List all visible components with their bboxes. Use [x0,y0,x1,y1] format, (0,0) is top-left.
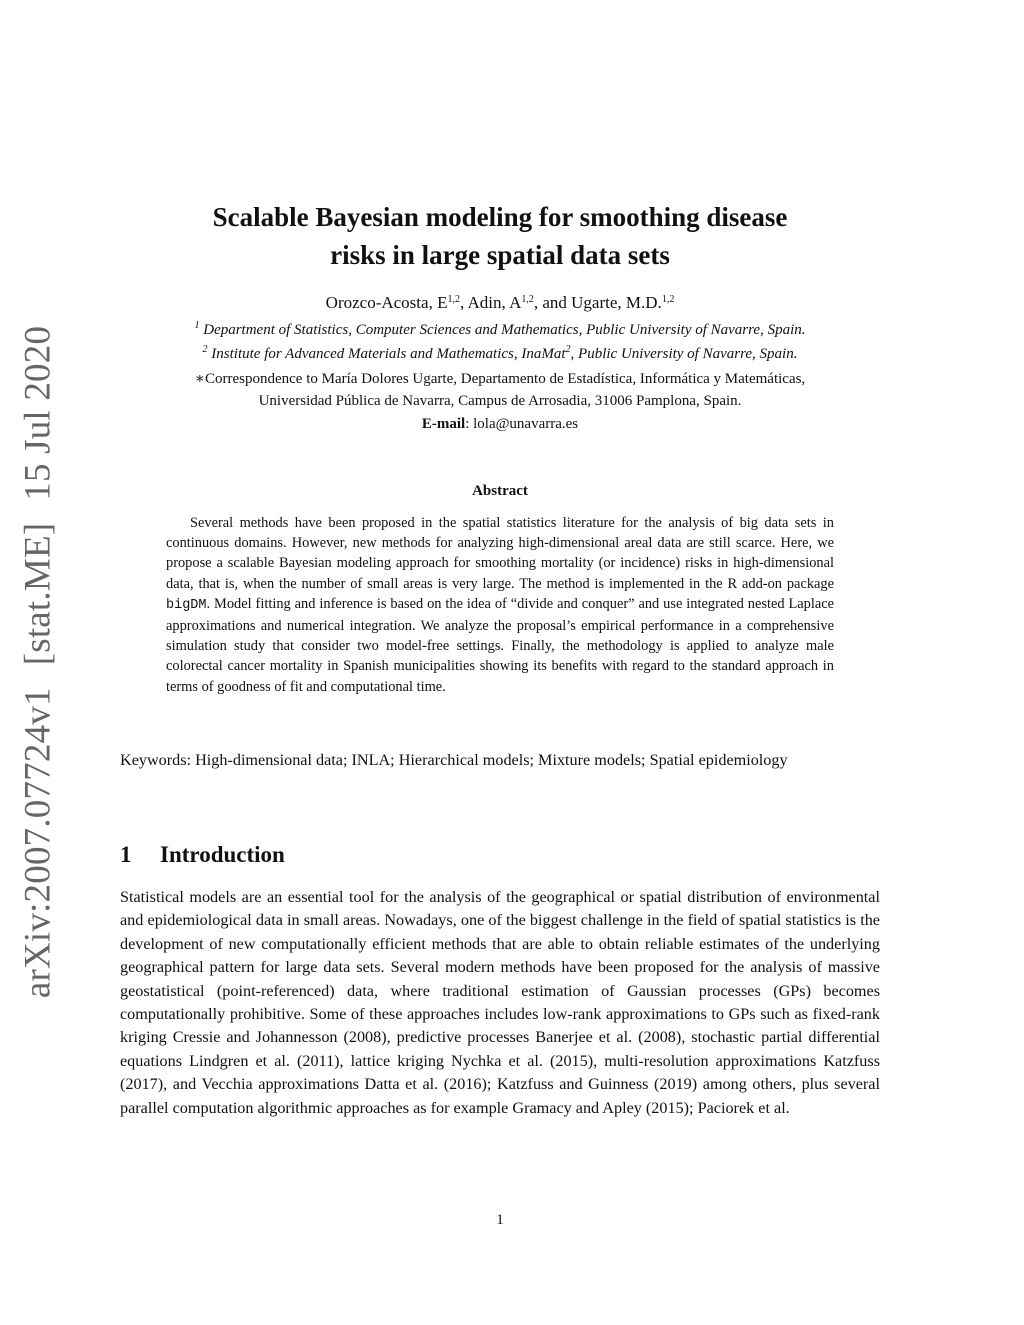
affiliation-1 [0,322,1000,339]
author-2-affiliation: 1,2 [521,294,534,305]
arxiv-date: 15 Jul 2020 [17,325,59,501]
affiliation-2-mark: 2 [202,344,208,355]
title-line-2: risks in large spatial data sets [330,240,670,270]
title-line-1: Scalable Bayesian modeling for smoothing disease [212,202,788,232]
section-title: Introduction [160,842,285,867]
correspondence-line-2: Universidad Pública de Navarra, Campus de Arrosadia, 31006 Pamplona, Spain. [258,393,742,409]
correspondence-email [0,416,1000,433]
author-1: Orozco-Acosta, E [325,293,448,312]
abstract-body [166,513,834,697]
author-list [0,293,1000,313]
affiliation-2-text-a: Institute for Advanced Materials and Mathematics, InaMat [211,346,566,362]
affiliation-1-mark: 1 [194,320,200,331]
package-name: bigDM [166,597,207,613]
paper-title [0,198,1000,274]
page-number: 1 [496,1212,504,1228]
email-value: : lola@unavarra.es [465,416,579,432]
arxiv-category: [stat.ME] [17,522,59,666]
abstract-text-2: . Model fitting and inference is based on the idea of “divide and conquer” and use integrated nested Laplace approximations and numerical integration. We analyze the proposal’s empirical performance in a comprehensive simulation study that consider two model-free settings. Finally, the methodology is applied to analyze male colorectal cancer mortality in Spanish municipalities showing its benefits with regard to the standard approach in terms of goodness of fit and computational time. [166,595,834,695]
correspondence-line-1: ∗Correspondence to María Dolores Ugarte, Departamento de Estadística, Informática y Matemáticas, [194,371,806,387]
affiliation-2 [0,346,1000,363]
section-number: 1 [120,842,132,867]
author-3-affiliation: 1,2 [661,294,675,305]
arxiv-id: arXiv:2007.07724v1 [17,687,59,999]
section-heading [120,842,285,868]
abstract-heading: Abstract [472,483,528,499]
affiliation-2-sup: 2 [565,344,571,355]
email-label: E-mail [421,416,466,432]
affiliation-2-text-b: , Public University of Navarre, Spain. [570,346,798,362]
affiliation-1-text: Department of Statistics, Computer Sciences and Mathematics, Public University of Navarre, Spain. [203,322,806,338]
intro-paragraph: Statistical models are an essential tool for the analysis of the geographical or spatial distribution of environmental and epidemiological data in small areas. Nowadays, one of the biggest challenge in the field of spatial statistics is the development of new computationally efficient methods that are able to obtain reliable estimates of the underlying geographical pattern for large data sets. Several modern methods have been proposed for the analysis of massive geostatistical (point-referenced) data, where traditional estimation of Gaussian processes (GPs) becomes computationally prohibitive. Some of these approaches includes low-rank approximations to GPs such as fixed-rank kriging Cressie and Johannesson (2008), predictive processes Banerjee et al. (2008), stochastic partial differential equations Lindgren et al. (2011), lattice kriging Nychka et al. (2015), multi-resolution approximations Katzfuss (2017), and Vecchia approximations Datta et al. (2016); Katzfuss and Guinness (2019) among others, plus several parallel computation algorithmic approaches as for example Gramacy and Apley (2015); Paciorek et al. [120,888,880,1117]
author-3: , and Ugarte, M.D. [533,293,662,312]
keywords: Keywords: High-dimensional data; INLA; Hierarchical models; Mixture models; Spatial epidemiology [120,751,788,769]
abstract-text-1: Several methods have been proposed in the spatial statistics literature for the analysis of big data sets in continuous domains. However, new methods for analyzing high-dimensional areal data are still scarce. Here, we propose a scalable Bayesian modeling approach for smoothing mortality (or incidence) risks in high-dimensional data, that is, when the number of small areas is very large. The method is implemented in the R add-on package [166,515,834,592]
author-1-affiliation: 1,2 [447,294,460,305]
author-2: , Adin, A [459,293,522,312]
